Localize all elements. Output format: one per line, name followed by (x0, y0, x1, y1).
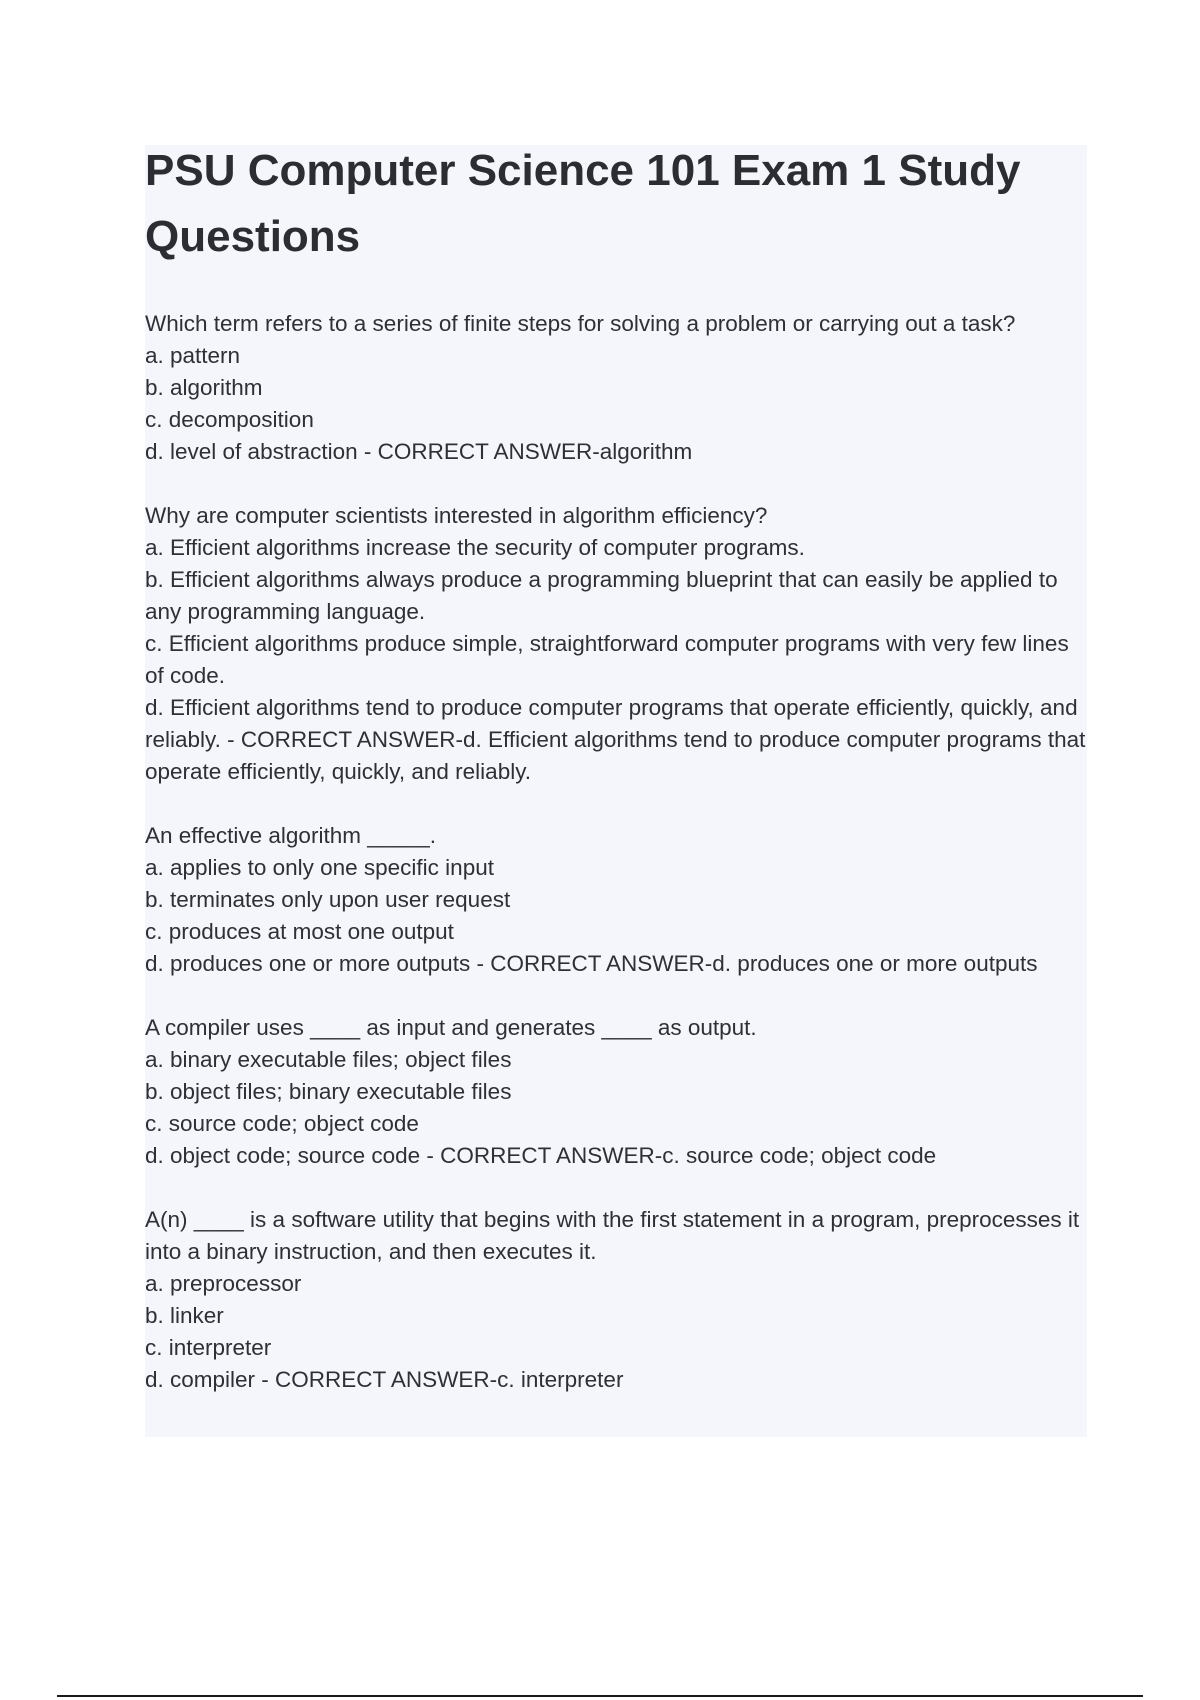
answer-option: a. binary executable files; object files (145, 1047, 512, 1072)
question-prompt: Why are computer scientists interested in algorithm efficiency? (145, 503, 768, 528)
answer-option: a. preprocessor (145, 1271, 302, 1296)
question-prompt: A(n) ____ is a software utility that begins with the first statement in a program, preprocesses it into a binary instruction, and then executes it. (145, 1207, 1080, 1264)
answer-option: b. Efficient algorithms always produce a programming blueprint that can easily be applied to any programming language. (145, 567, 1058, 624)
answer-option: a. applies to only one specific input (145, 855, 494, 880)
answer-option: c. Efficient algorithms produce simple, straightforward computer programs with very few lines of code. (145, 631, 1069, 688)
answer-option: b. object files; binary executable files (145, 1079, 512, 1104)
page-title: PSU Computer Science 101 Exam 1 Study Questions (145, 146, 1021, 261)
question-3 (145, 820, 1090, 980)
question-prompt: An effective algorithm _____. (145, 823, 437, 848)
answer-option: c. decomposition (145, 407, 314, 432)
answer-option-with-correct-answer: d. level of abstraction - CORRECT ANSWER-algorithm (145, 439, 693, 464)
answer-option-with-correct-answer: d. Efficient algorithms tend to produce computer programs that operate efficiently, quickly, and reliably. - CORRECT ANSWER-d. Efficient algorithms tend to produce computer programs that operate efficiently, quickly, and reliably. (145, 695, 1086, 784)
question-2 (145, 500, 1090, 788)
answer-option-with-correct-answer: d. object code; source code - CORRECT ANSWER-c. source code; object code (145, 1143, 937, 1168)
footer-divider (57, 1695, 1143, 1697)
question-5 (145, 1204, 1090, 1396)
answer-option: a. Efficient algorithms increase the security of computer programs. (145, 535, 805, 560)
answer-option: c. produces at most one output (145, 919, 454, 944)
question-prompt: A compiler uses ____ as input and generates ____ as output. (145, 1015, 757, 1040)
answer-option: b. terminates only upon user request (145, 887, 511, 912)
answer-option: c. interpreter (145, 1335, 272, 1360)
answer-option: b. linker (145, 1303, 224, 1328)
question-1 (145, 308, 1090, 468)
question-list (145, 308, 1090, 1428)
answer-option-with-correct-answer: d. compiler - CORRECT ANSWER-c. interpreter (145, 1367, 624, 1392)
answer-option: a. pattern (145, 343, 241, 368)
answer-option-with-correct-answer: d. produces one or more outputs - CORRECT ANSWER-d. produces one or more outputs (145, 951, 1038, 976)
question-4 (145, 1012, 1090, 1172)
answer-option: b. algorithm (145, 375, 263, 400)
answer-option: c. source code; object code (145, 1111, 419, 1136)
question-prompt: Which term refers to a series of finite steps for solving a problem or carrying out a task? (145, 311, 1016, 336)
